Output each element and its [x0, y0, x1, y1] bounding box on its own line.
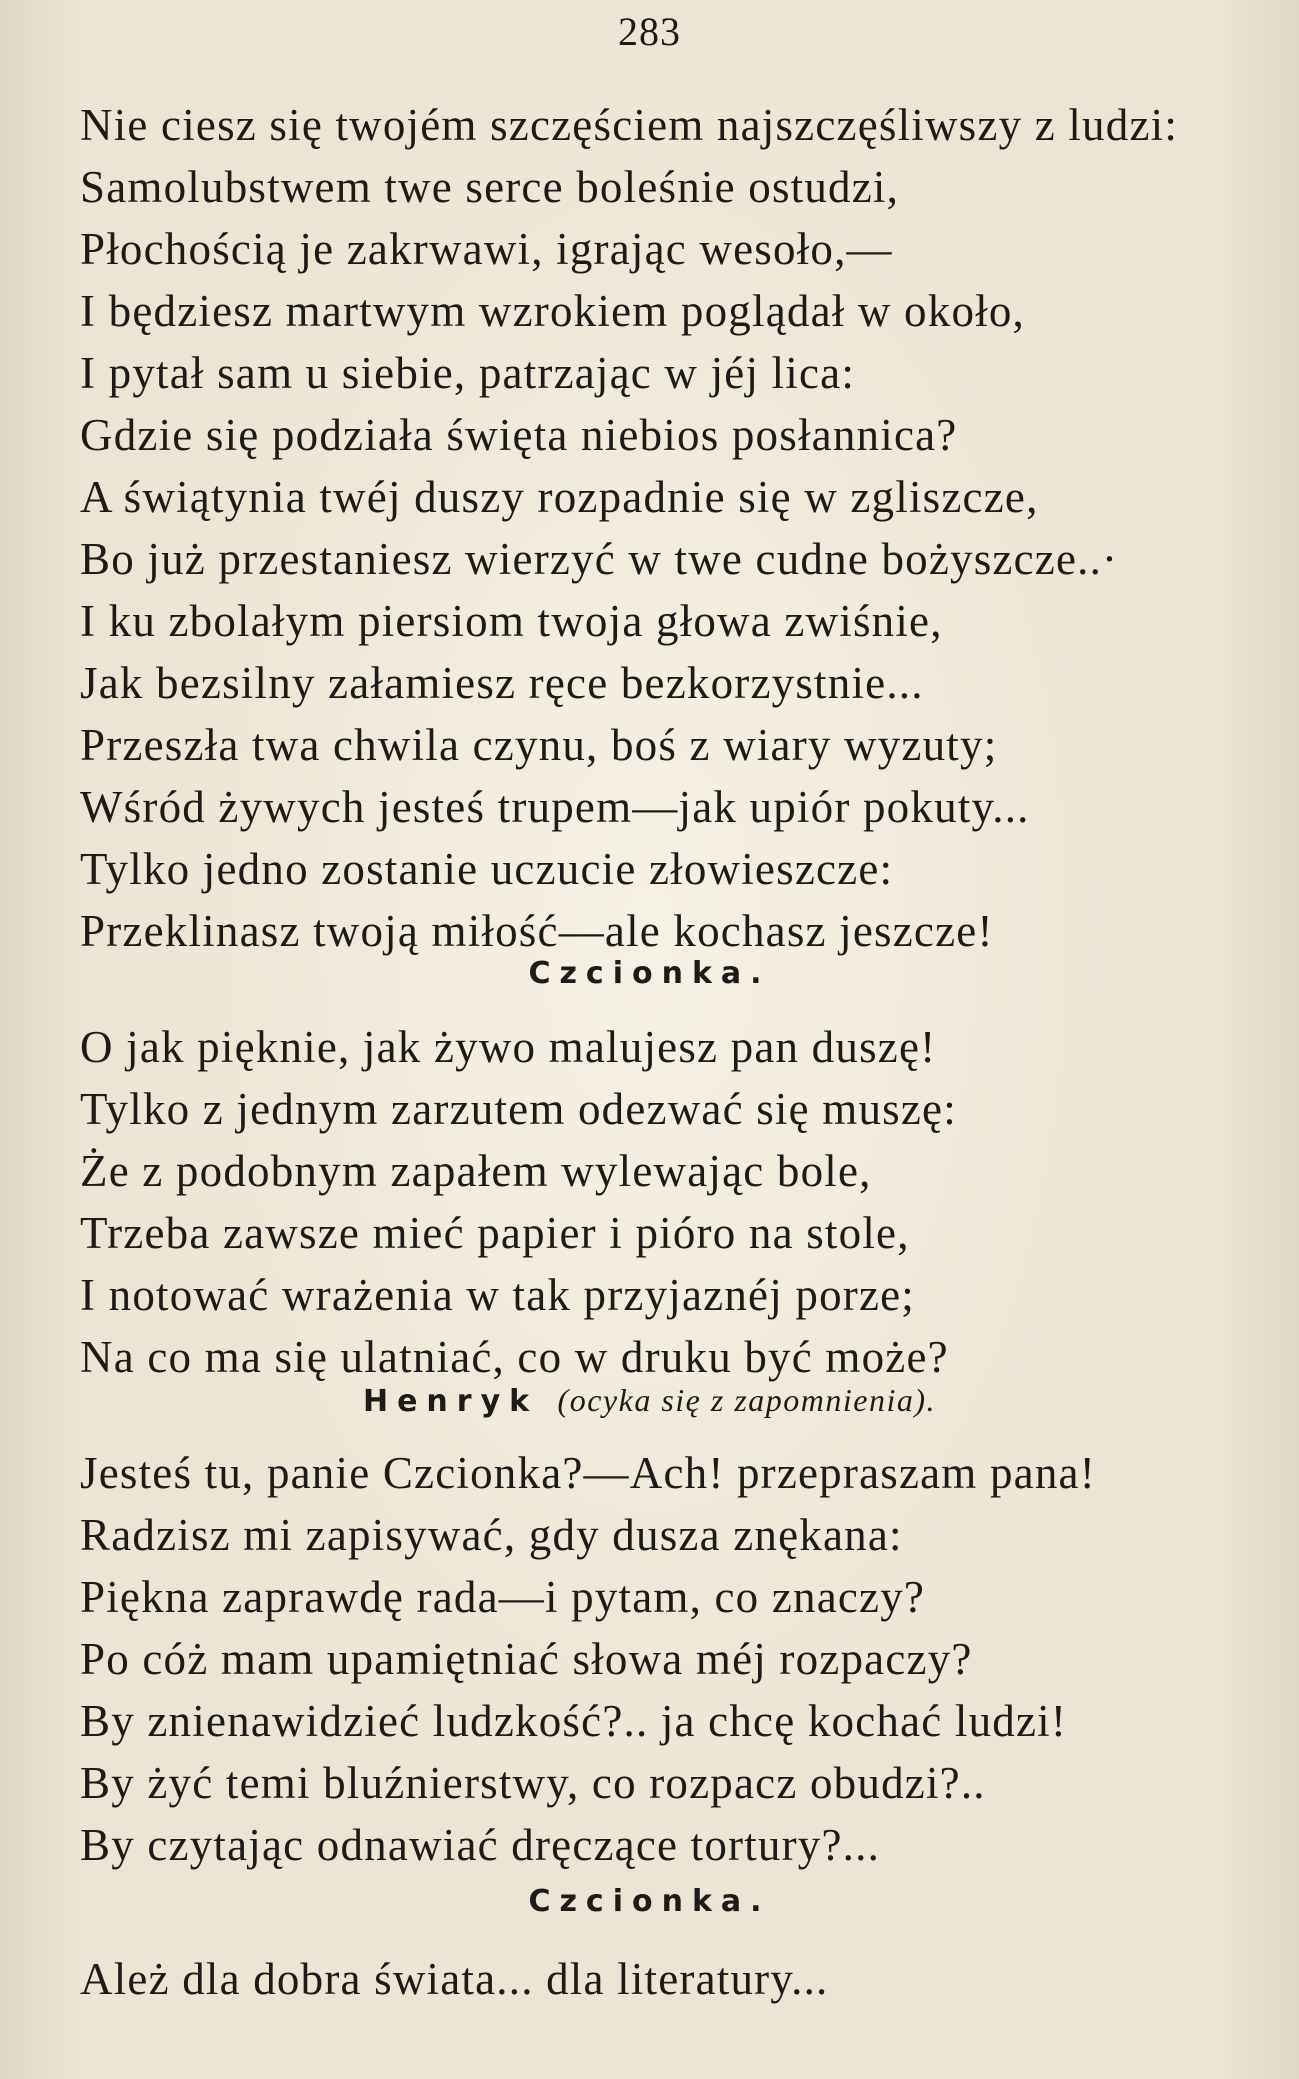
- verse-line: Samolubstwem twe serce boleśnie ostudzi,: [80, 162, 900, 212]
- verse-line: Gdzie się podziała święta niebios posłannica?: [80, 410, 958, 460]
- verse-line: I ku zbolałym piersiom twoja głowa zwiśnie,: [80, 596, 943, 646]
- speaker-heading: Czcionka.: [528, 1884, 771, 1919]
- verse-line: O jak pięknie, jak żywo malujesz pan duszę!: [80, 1022, 937, 1072]
- verse-line: Jesteś tu, panie Czcionka?—Ach! przepraszam pana!: [80, 1448, 1096, 1498]
- speaker-heading: Czcionka.: [528, 956, 771, 991]
- speaker-name: Henryk: [362, 1384, 539, 1419]
- verse-line: A świątynia twéj duszy rozpadnie się w zgliszcze,: [80, 472, 1039, 522]
- verse-line: By czytając odnawiać dręczące tortury?...: [80, 1820, 881, 1870]
- verse-line: I będziesz martwym wzrokiem poglądał w około,: [80, 286, 1025, 336]
- stage-direction: (ocyka się z zapomnienia).: [557, 1382, 937, 1418]
- verse-line: Płochością je zakrwawi, igrając wesoło,—: [80, 224, 893, 274]
- verse-line: Tylko z jednym zarzutem odezwać się muszę:: [80, 1084, 957, 1134]
- verse-line: Wśród żywych jesteś trupem—jak upiór pokuty...: [80, 782, 1030, 832]
- verse-line: Tylko jedno zostanie uczucie złowieszcze:: [80, 844, 894, 894]
- verse-line: Jak bezsilny załamiesz ręce bezkorzystnie...: [80, 658, 924, 708]
- verse-line: Na co ma się ulatniać, co w druku być może?: [80, 1332, 949, 1382]
- verse-line: Że z podobnym zapałem wylewając bole,: [80, 1146, 872, 1196]
- verse-line: I pytał sam u siebie, patrzając w jéj lica:: [80, 348, 856, 398]
- verse-line: I notować wrażenia w tak przyjaznéj porze;: [80, 1270, 915, 1320]
- verse-line: By znienawidzieć ludzkość?.. ja chcę kochać ludzi!: [80, 1696, 1068, 1746]
- verse-line: Przeszła twa chwila czynu, boś z wiary wyzuty;: [80, 720, 998, 770]
- verse-line: Trzeba zawsze mieć papier i pióro na stole,: [80, 1208, 910, 1258]
- verse-line: Po cóż mam upamiętniać słowa méj rozpaczy?: [80, 1634, 973, 1684]
- verse-line: Nie ciesz się twojém szczęściem najszczęśliwszy z ludzi:: [80, 100, 1179, 150]
- page-number: 283: [618, 9, 681, 54]
- verse-line: Radzisz mi zapisywać, gdy dusza znękana:: [80, 1510, 903, 1560]
- verse-line: By żyć temi bluźnierstwy, co rozpacz obudzi?..: [80, 1758, 986, 1808]
- verse-line: Przeklinasz twoją miłość—ale kochasz jeszcze!: [80, 906, 994, 956]
- speaker-heading: [0, 1378, 1299, 1424]
- verse-line: Piękna zaprawdę rada—i pytam, co znaczy?: [80, 1572, 926, 1622]
- verse-line: Ależ dla dobra świata... dla literatury...: [80, 1954, 829, 2004]
- verse-line: Bo już przestaniesz wierzyć w twe cudne bożyszcze..·: [80, 534, 1119, 584]
